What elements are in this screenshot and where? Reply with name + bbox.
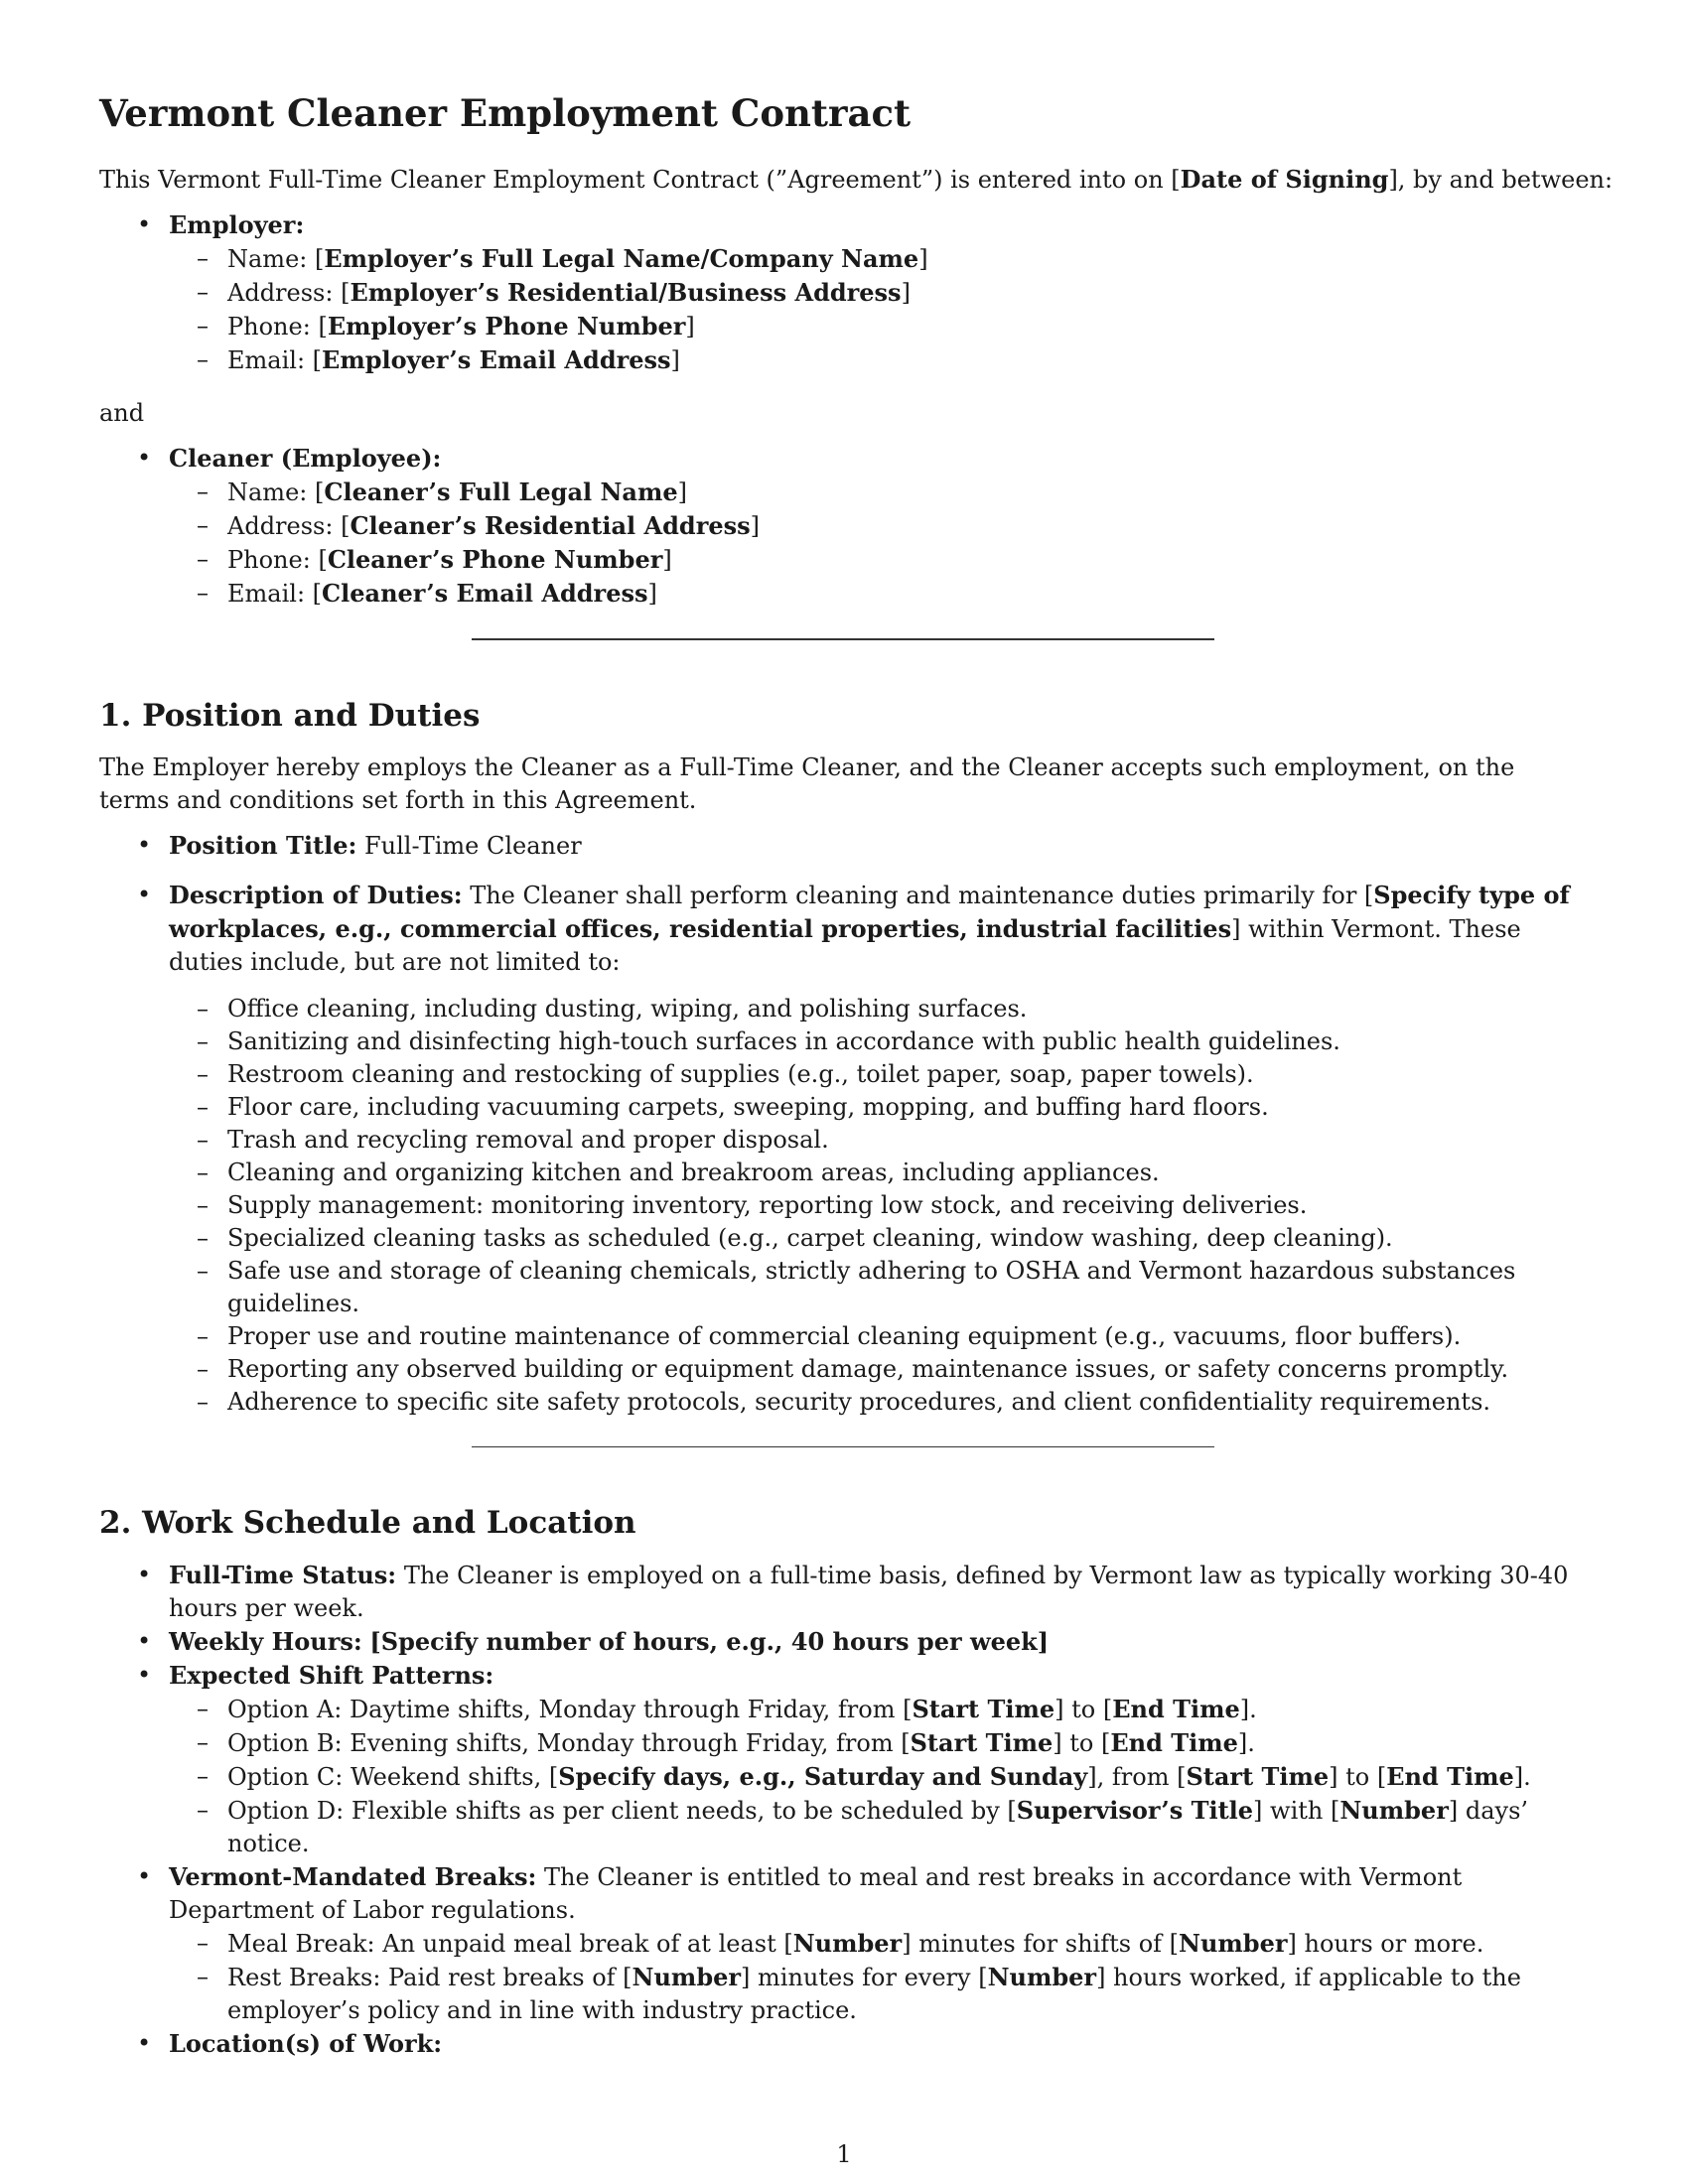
- duty-item: – Reporting any observed building or equipment damage, maintenance issues, or safety concerns promptly.: [169, 1353, 1589, 1386]
- duty-item: – Restroom cleaning and restocking of supplies (e.g., toilet paper, soap, paper towels).: [169, 1058, 1589, 1091]
- duty-item: – Specialized cleaning tasks as scheduled (e.g., carpet cleaning, window washing, deep cleaning).: [169, 1222, 1589, 1255]
- section-2-heading: 2. Work Schedule and Location: [99, 1505, 636, 1541]
- rest-breaks: – Rest Breaks: Paid rest breaks of [Number] minutes for every [Number] hours worked, if applicable to the employer’s policy and in line with industry practice.: [169, 1961, 1589, 2027]
- employer-phone-field: – Phone: [Employer’s Phone Number]: [169, 310, 1589, 343]
- section-2-list: [99, 1559, 1589, 2061]
- employer-label: Employer:: [169, 210, 305, 239]
- shift-patterns-item: • Expected Shift Patterns: – Option A: Daytime shifts, Monday through Friday, from [Start Time] to [End Time]. – Option B: Evening shifts, Monday through Friday, from [Start Time] to [End Time]. – Option C: Weekend shifts, [Specify days, e.g., Saturday and Sunday], from [Start Time] to [End Time]. – Option D: Flexible shifts as per client needs, to be scheduled by [Supervisor’s Title] with [Number] days’ notice.: [99, 1659, 1589, 1860]
- position-title-item: • Position Title: Full-Time Cleaner: [99, 829, 1589, 863]
- weekly-hours-item: • Weekly Hours: [Specify number of hours, e.g., 40 hours per week]: [99, 1625, 1589, 1659]
- employer-list: [99, 208, 1589, 377]
- section-1-intro: The Employer hereby employs the Cleaner as a Full-Time Cleaner, and the Cleaner accepts such employment, on the terms and conditions set forth in this Agreement.: [99, 752, 1515, 814]
- employer-name-field: – Name: [Employer’s Full Legal Name/Company Name]: [169, 242, 1589, 276]
- location-item: • Location(s) of Work:: [99, 2027, 1589, 2061]
- duty-item: – Cleaning and organizing kitchen and breakroom areas, including appliances.: [169, 1157, 1589, 1189]
- cleaner-address-field: – Address: [Cleaner’s Residential Address]: [169, 509, 1589, 543]
- signing-date-placeholder: Date of Signing: [1180, 165, 1389, 194]
- intro-text-end: ], by and between:: [1388, 166, 1614, 194]
- duties-item: • Description of Duties: The Cleaner shall perform cleaning and maintenance duties primarily for [Specify type of workplaces, e.g., commercial offices, residential properties, industrial facilities] within Vermont. These duties include, but are not limited to: – Office cleaning, including dusting, wiping, and polishing surfaces. – Sanitizing and disinfecting high-touch surfaces in accordance with public health guidelines. – Restroom cleaning and restocking of supplies (e.g., toilet paper, soap, paper towels). – Floor care, including vacuuming carpets, sweeping, mopping, and buffing hard floors. – Trash and recycling removal and proper disposal. – Cleaning and organizing kitchen and breakroom areas, including appliances. – Supply management: monitoring inventory, reporting low stock, and receiving deliveries. – Specialized cleaning tasks as scheduled (e.g., carpet cleaning, window washing, deep cleaning). – Safe use and storage of cleaning chemicals, strictly adhering to OSHA and Vermont hazardous substances guidelines. – Proper use and routine maintenance of commercial cleaning equipment (e.g., vacuums, floor buffers). – Reporting any observed building or equipment damage, maintenance issues, or safety concerns promptly. – Adherence to specific site safety protocols, security procedures, and client confidentiality requirements.: [99, 879, 1589, 1419]
- workplace-type-placeholder: Specify type of workplaces, e.g., commercial offices, residential properties, industrial facilities: [169, 880, 1570, 943]
- section-divider: [472, 1446, 1214, 1448]
- document-page: [99, 89, 1614, 2081]
- cleaner-name-field: – Name: [Cleaner’s Full Legal Name]: [169, 476, 1589, 509]
- section-divider: [472, 638, 1214, 640]
- duties-list: [169, 993, 1589, 1419]
- duty-item: – Office cleaning, including dusting, wiping, and polishing surfaces.: [169, 993, 1589, 1025]
- and-text: and: [99, 399, 145, 427]
- section-1-heading: 1. Position and Duties: [99, 697, 481, 734]
- duty-item: – Proper use and routine maintenance of commercial cleaning equipment (e.g., vacuums, floor buffers).: [169, 1320, 1589, 1353]
- option-d: – Option D: Flexible shifts as per client needs, to be scheduled by [Supervisor’s Title] with [Number] days’ notice.: [169, 1794, 1589, 1860]
- employer-email-field: – Email: [Employer’s Email Address]: [169, 343, 1589, 377]
- duty-item: – Adherence to specific site safety protocols, security procedures, and client confidentiality requirements.: [169, 1386, 1589, 1419]
- duty-item: – Trash and recycling removal and proper disposal.: [169, 1124, 1589, 1157]
- duty-item: – Safe use and storage of cleaning chemicals, strictly adhering to OSHA and Vermont hazardous substances guidelines.: [169, 1255, 1589, 1320]
- employer-address-field: – Address: [Employer’s Residential/Business Address]: [169, 276, 1589, 310]
- breaks-item: • Vermont-Mandated Breaks: The Cleaner is entitled to meal and rest breaks in accordance with Vermont Department of Labor regulations. – Meal Break: An unpaid meal break of at least [Number] minutes for shifts of [Number] hours or more. – Rest Breaks: Paid rest breaks of [Number] minutes for every [Number] hours worked, if applicable to the employer’s policy and in line with industry practice.: [99, 1860, 1589, 2027]
- meal-break: – Meal Break: An unpaid meal break of at least [Number] minutes for shifts of [Number] hours or more.: [169, 1927, 1589, 1961]
- intro-text: This Vermont Full-Time Cleaner Employment Contract (”Agreement”) is entered into on [: [99, 166, 1181, 194]
- option-b: – Option B: Evening shifts, Monday through Friday, from [Start Time] to [End Time].: [169, 1726, 1589, 1760]
- section-1-list: [99, 829, 1589, 1419]
- cleaner-list: [99, 442, 1589, 611]
- employer-item: [99, 208, 1589, 377]
- cleaner-phone-field: – Phone: [Cleaner’s Phone Number]: [169, 543, 1589, 577]
- document-title: Vermont Cleaner Employment Contract: [99, 91, 912, 135]
- duty-item: – Supply management: monitoring inventory, reporting low stock, and receiving deliveries.: [169, 1189, 1589, 1222]
- intro-paragraph: [99, 163, 1614, 197]
- cleaner-item: [99, 442, 1589, 611]
- fulltime-status-item: • Full-Time Status: The Cleaner is employed on a full-time basis, defined by Vermont law as typically working 30-40 hours per week.: [99, 1559, 1589, 1625]
- option-a: – Option A: Daytime shifts, Monday through Friday, from [Start Time] to [End Time].: [169, 1693, 1589, 1726]
- duty-item: – Sanitizing and disinfecting high-touch surfaces in accordance with public health guidelines.: [169, 1025, 1589, 1058]
- option-c: – Option C: Weekend shifts, [Specify days, e.g., Saturday and Sunday], from [Start Time] to [End Time].: [169, 1760, 1589, 1794]
- page-number: 1: [836, 2140, 852, 2168]
- cleaner-email-field: – Email: [Cleaner’s Email Address]: [169, 577, 1589, 611]
- cleaner-label: Cleaner (Employee):: [169, 444, 442, 473]
- duty-item: – Floor care, including vacuuming carpets, sweeping, mopping, and buffing hard floors.: [169, 1091, 1589, 1124]
